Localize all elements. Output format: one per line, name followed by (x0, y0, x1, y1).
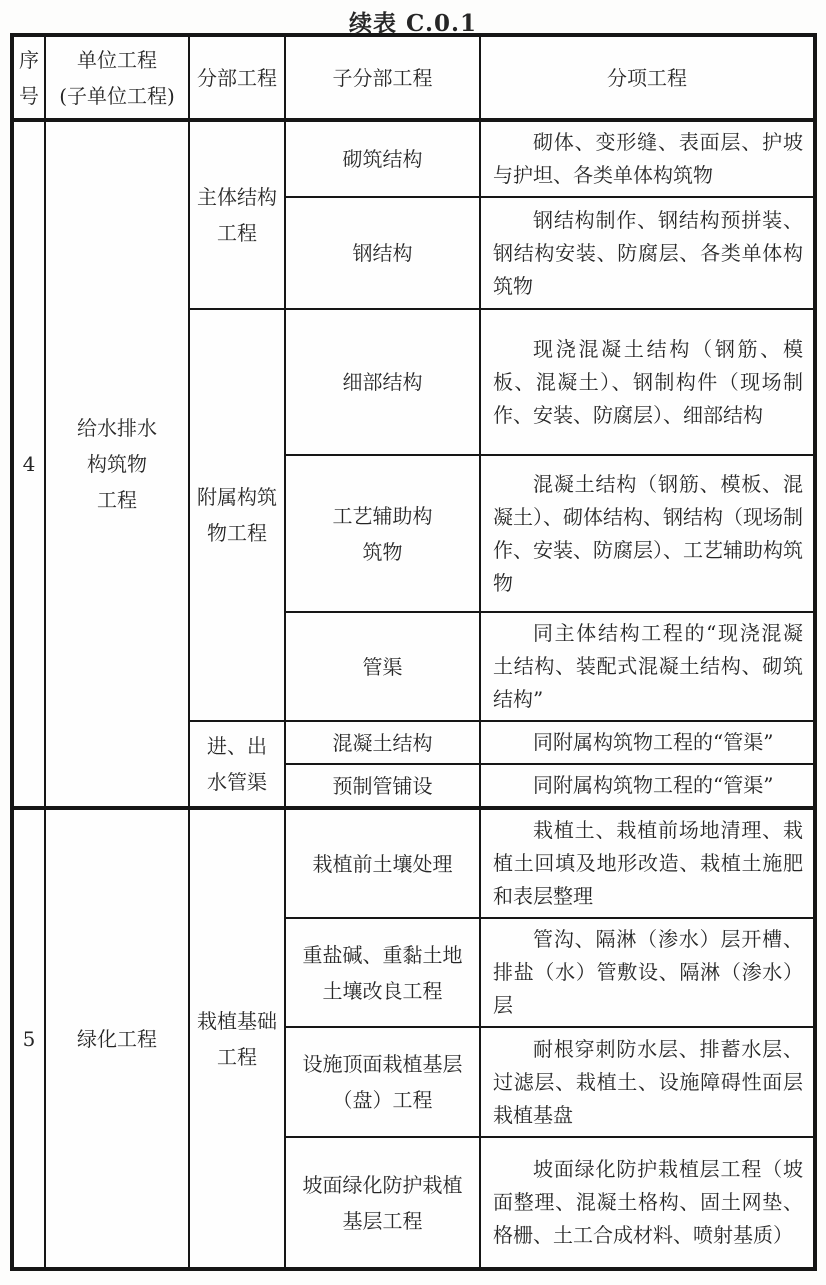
cell-item-conduit: 同主体结构工程的“现浇混凝土结构、装配式混凝土结构、砌筑结构” (480, 612, 815, 721)
cell-sub-masonry-structure: 砌筑结构 (285, 120, 480, 197)
cell-sub-rooftop-planting-base: 设施顶面栽植基层 （盘）工程 (285, 1027, 480, 1137)
cell-item-precast-pipe-laying: 同附属构筑物工程的“管渠” (480, 764, 815, 808)
table-row (12, 808, 815, 918)
header-unit: 单位工程 (子单位工程) (45, 35, 189, 120)
cell-item-detail-structure: 现浇混凝土结构（钢筋、模板、混凝土）、钢制构件（现场制作、安装、防腐层）、细部结构 (480, 309, 815, 455)
header-item: 分项工程 (480, 35, 815, 120)
cell-sub-conduit: 管渠 (285, 612, 480, 721)
cell-seq-4: 4 (12, 120, 45, 808)
table-title: 续表 C.0.1 (349, 10, 477, 37)
cell-sub-saline-soil-improvement: 重盐碱、重黏土地 土壤改良工程 (285, 918, 480, 1027)
header-group: 分部工程 (189, 35, 285, 120)
cell-item-saline-soil-improvement: 管沟、隔淋（渗水）层开槽、排盐（水）管敷设、隔淋（渗水）层 (480, 918, 815, 1027)
cell-group-ancillary-structures: 附属构筑 物工程 (189, 309, 285, 721)
cell-group-inlet-outlet-conduit: 进、出 水管渠 (189, 721, 285, 808)
cell-unit-water-structures: 给水排水 构筑物 工程 (45, 120, 189, 808)
cell-item-rooftop-planting-base: 耐根穿刺防水层、排蓄水层、过滤层、栽植土、设施障碍性面层栽植基盘 (480, 1027, 815, 1137)
cell-sub-detail-structure: 细部结构 (285, 309, 480, 455)
cell-sub-slope-greening-base: 坡面绿化防护栽植 基层工程 (285, 1137, 480, 1269)
cell-item-process-auxiliary: 混凝土结构（钢筋、模板、混凝土）、砌体结构、钢结构（现场制作、安装、防腐层）、工艺辅助构筑物 (480, 455, 815, 612)
table-header-row (12, 35, 815, 120)
cell-sub-concrete-structure: 混凝土结构 (285, 721, 480, 764)
cell-sub-steel-structure: 钢结构 (285, 197, 480, 309)
cell-group-main-structure: 主体结构 工程 (189, 120, 285, 309)
header-seq: 序 号 (12, 35, 45, 120)
cell-item-steel-structure: 钢结构制作、钢结构预拼装、钢结构安装、防腐层、各类单体构筑物 (480, 197, 815, 309)
header-subgroup: 子分部工程 (285, 35, 480, 120)
cell-item-slope-greening-base: 坡面绿化防护栽植层工程（坡面整理、混凝土格构、固土网垫、格栅、土工合成材料、喷射基质） (480, 1137, 815, 1269)
cell-item-masonry-structure: 砌体、变形缝、表面层、护坡与护坦、各类单体构筑物 (480, 120, 815, 197)
spec-table (10, 33, 817, 1271)
cell-unit-greening: 绿化工程 (45, 808, 189, 1269)
table-row (12, 120, 815, 197)
cell-group-planting-foundation: 栽植基础 工程 (189, 808, 285, 1269)
cell-seq-5: 5 (12, 808, 45, 1269)
cell-item-pre-planting-soil: 栽植土、栽植前场地清理、栽植土回填及地形改造、栽植土施肥和表层整理 (480, 808, 815, 918)
cell-sub-pre-planting-soil: 栽植前土壤处理 (285, 808, 480, 918)
cell-item-concrete-structure: 同附属构筑物工程的“管渠” (480, 721, 815, 764)
cell-sub-precast-pipe-laying: 预制管铺设 (285, 764, 480, 808)
cell-sub-process-auxiliary: 工艺辅助构 筑物 (285, 455, 480, 612)
